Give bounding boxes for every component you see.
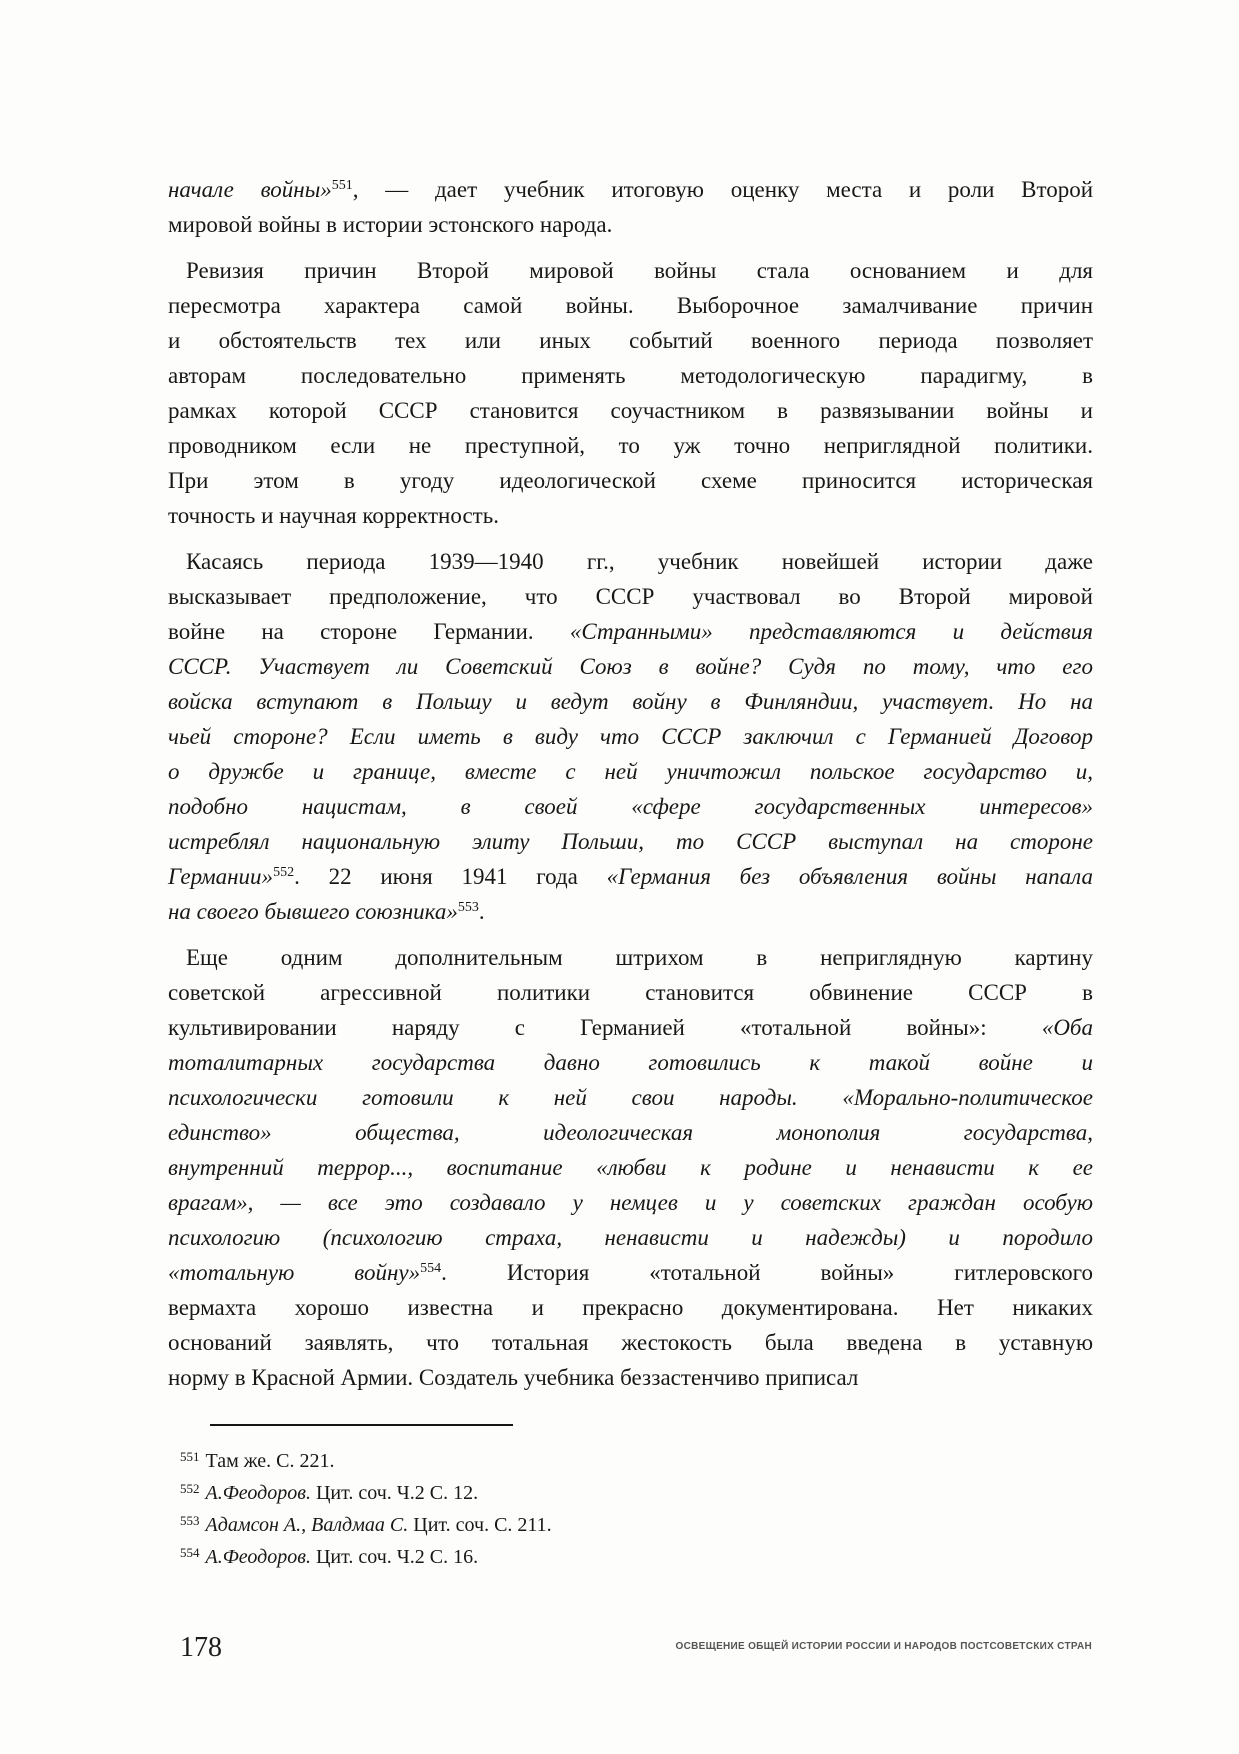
paragraph — [168, 253, 1093, 533]
text-run: Цит. соч. С. 211. — [408, 1514, 552, 1536]
italic-text: СССР. Участвует ли Советский Союз в войне? Судя по тому, что его — [168, 654, 1093, 679]
italic-text: подобно нацистам, в своей «сфере государственных интересов» — [168, 794, 1093, 819]
italic-text: внутренний террор..., воспитание «любви к родине и ненависти к ее — [168, 1155, 1093, 1180]
text-run: Еще одним дополнительным штрихом в неприглядную картину — [186, 945, 1093, 970]
text-run: Цит. соч. Ч.2 С. 12. — [310, 1482, 479, 1504]
text-run: мировой войны в истории эстонского народа. — [168, 212, 613, 237]
text-line — [168, 288, 1093, 323]
text-line — [168, 1360, 1093, 1395]
paragraph — [168, 172, 1093, 242]
italic-text: начале войны» — [168, 177, 332, 202]
text-run: авторам последовательно применять методологическую парадигму, в — [168, 363, 1093, 388]
main-text — [168, 172, 1093, 1395]
text-line — [168, 684, 1093, 719]
text-line — [168, 1220, 1093, 1255]
footnote-list — [180, 1445, 1093, 1573]
body-paragraphs — [168, 172, 1093, 1395]
italic-text: психологически готовили к ней свои народы. «Морально-политическое — [168, 1085, 1093, 1110]
text-run: Ревизия причин Второй мировой войны стала основанием и для — [186, 258, 1093, 283]
footnote — [180, 1477, 1093, 1509]
italic-text: психологию (психологию страха, ненависти и надежды) и породило — [168, 1225, 1093, 1250]
text-run: культивировании наряду с Германией «тотальной войны»: — [168, 1015, 1042, 1040]
italic-text: на своего бывшего союзника» — [168, 899, 458, 924]
text-line — [168, 463, 1093, 498]
paragraph — [168, 544, 1093, 929]
text-line — [168, 544, 1093, 579]
footnote-separator — [210, 1424, 513, 1426]
paragraph — [168, 940, 1093, 1395]
italic-text: войска вступают в Польшу и ведут войну в Финляндии, участвует. Но на — [168, 689, 1093, 714]
italic-text: врагам», — все это создавало у немцев и у советских граждан особую — [168, 1190, 1093, 1215]
text-run: , — дает учебник итоговую оценку места и роли Второй — [352, 177, 1094, 202]
text-line — [168, 824, 1093, 859]
text-line — [168, 428, 1093, 463]
text-line — [168, 207, 1093, 242]
italic-text: «Германия без объявления войны напала — [606, 864, 1093, 889]
text-run: оснований заявлять, что тотальная жестокость была введена в уставную — [168, 1330, 1093, 1355]
text-line — [168, 172, 1093, 207]
text-run: . — [478, 899, 485, 924]
text-line — [168, 614, 1093, 649]
text-line — [168, 1045, 1093, 1080]
text-line — [168, 323, 1093, 358]
italic-text: «тотальную войну» — [168, 1260, 421, 1285]
italic-text: А.Феодоров. — [205, 1482, 311, 1504]
text-line — [168, 859, 1093, 894]
footnote — [180, 1445, 1093, 1477]
text-run: проводником если не преступной, то уж точно неприглядной политики. — [168, 433, 1093, 458]
text-line — [168, 1325, 1093, 1360]
footnote-ref: 554 — [420, 1261, 442, 1276]
text-run: норму в Красной Армии. Создатель учебника беззастенчиво приписал — [168, 1365, 859, 1390]
italic-text: о дружбе и границе, вместе с ней уничтожил польское государство и, — [168, 759, 1093, 784]
italic-text: «Странными» представляются и действия — [569, 619, 1093, 644]
text-run: и обстоятельств тех или иных событий военного периода позволяет — [168, 328, 1093, 353]
text-run: рамках которой СССР становится соучастником в развязывании войны и — [168, 398, 1093, 423]
text-line — [168, 1185, 1093, 1220]
text-run: точность и научная корректность. — [168, 503, 499, 528]
footnote-marker: 551 — [180, 1449, 200, 1464]
footnote — [180, 1509, 1093, 1541]
text-run: советской агрессивной политики становится обвинение СССР в — [168, 980, 1093, 1005]
text-line — [168, 1290, 1093, 1325]
text-run: . 22 июня 1941 года — [294, 864, 607, 889]
text-line — [168, 498, 1093, 533]
text-line — [168, 1010, 1093, 1045]
italic-text: Адамсон А., Валдмаа С. — [205, 1514, 409, 1536]
text-run: Касаясь периода 1939—1940 гг., учебник новейшей истории даже — [186, 549, 1093, 574]
text-line — [168, 358, 1093, 393]
text-run: войне на стороне Германии. — [168, 619, 570, 644]
footnote-ref: 552 — [273, 865, 295, 880]
italic-text: единство» общества, идеологическая монополия государства, — [168, 1120, 1093, 1145]
text-line — [168, 1115, 1093, 1150]
text-line — [168, 940, 1093, 975]
italic-text: Германии» — [168, 864, 274, 889]
text-line — [168, 975, 1093, 1010]
footnote-marker: 554 — [180, 1545, 200, 1560]
text-run: пересмотра характера самой войны. Выборочное замалчивание причин — [168, 293, 1093, 318]
text-run: вермахта хорошо известна и прекрасно документирована. Нет никаких — [168, 1295, 1093, 1320]
text-line — [168, 754, 1093, 789]
text-line — [168, 1080, 1093, 1115]
text-line — [168, 719, 1093, 754]
italic-text: А.Феодоров. — [205, 1546, 311, 1568]
footnote-marker: 553 — [180, 1513, 200, 1528]
text-run: . История «тотальной войны» гитлеровского — [441, 1260, 1093, 1285]
running-footer: ОСВЕЩЕНИЕ ОБЩЕЙ ИСТОРИИ РОССИИ И НАРОДОВ ПОСТСОВЕТСКИХ СТРАН — [675, 1641, 1092, 1652]
text-line — [168, 393, 1093, 428]
text-line — [168, 894, 1093, 929]
text-line — [168, 1255, 1093, 1290]
italic-text: истреблял национальную элиту Польши, то СССР выступал на стороне — [168, 829, 1093, 854]
text-line — [168, 579, 1093, 614]
italic-text: «Оба — [1041, 1015, 1093, 1040]
text-run: высказывает предположение, что СССР участвовал во Второй мировой — [168, 584, 1093, 609]
text-line — [168, 253, 1093, 288]
footnote-block — [168, 1424, 1093, 1573]
footnote-marker: 552 — [180, 1481, 200, 1496]
text-run: При этом в угоду идеологической схеме приносится историческая — [168, 468, 1093, 493]
page-number: 178 — [180, 1632, 222, 1663]
text-run: Там же. С. 221. — [205, 1450, 335, 1472]
footnote-ref: 551 — [331, 178, 353, 193]
italic-text: чьей стороне? Если иметь в виду что СССР заключил с Германией Договор — [168, 724, 1093, 749]
text-run: Цит. соч. Ч.2 С. 16. — [310, 1546, 479, 1568]
footnote-ref: 553 — [457, 900, 479, 915]
footnote — [180, 1541, 1093, 1573]
text-line — [168, 789, 1093, 824]
text-line — [168, 649, 1093, 684]
italic-text: тоталитарных государства давно готовились к такой войне и — [168, 1050, 1093, 1075]
text-line — [168, 1150, 1093, 1185]
